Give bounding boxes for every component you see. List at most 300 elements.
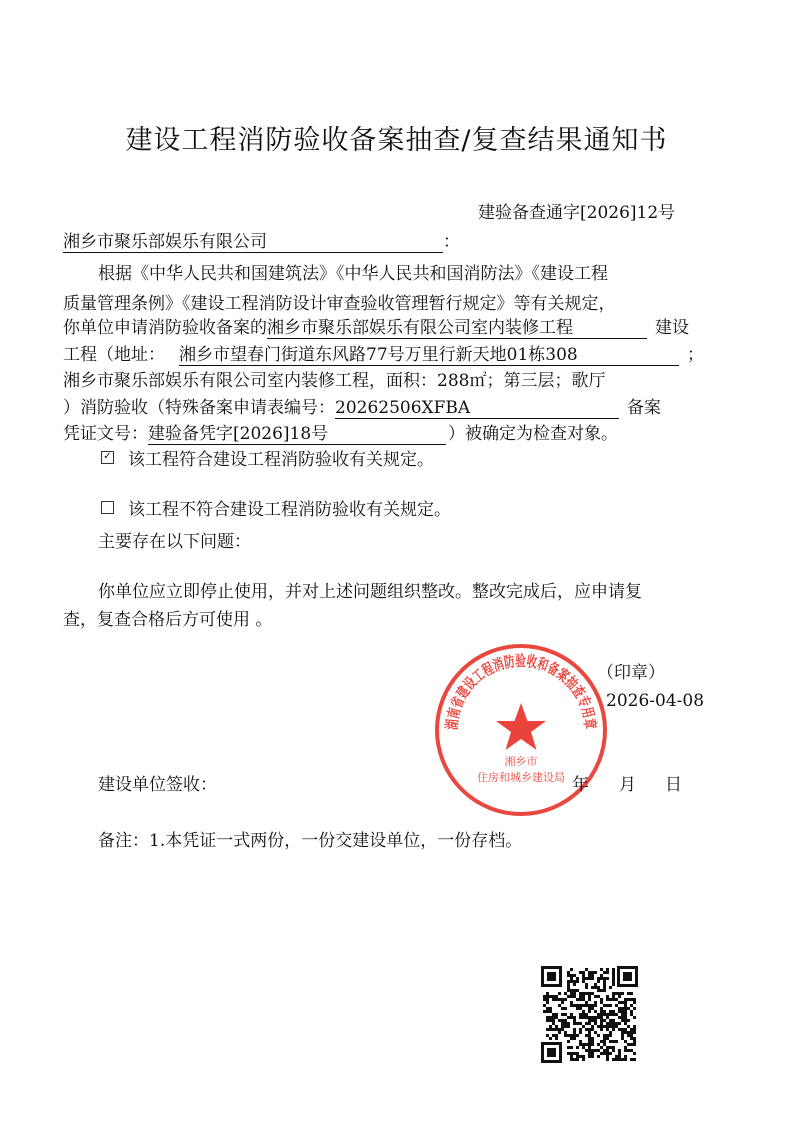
qr-module [552,1022,555,1025]
qr-module [600,974,603,977]
qr-module [609,1034,612,1037]
application-number: 20262506XFBA [335,398,619,419]
qr-module [597,986,600,989]
qr-module [564,998,567,1001]
qr-module [570,968,573,971]
qr-module [585,968,588,971]
qr-module [591,1049,594,1052]
qr-module [549,1010,552,1013]
qr-module [543,1010,546,1013]
qr-module [591,1016,594,1019]
qr-module [603,1049,606,1052]
qr-module [564,1034,567,1037]
qr-module [570,977,573,980]
body-line-6-prefix: ）消防验收（特殊备案申请表编号： [63,398,335,418]
qr-module [612,1049,615,1052]
qr-module [582,974,585,977]
qr-module [570,1037,573,1040]
qr-module [582,1010,585,1013]
body-line-3-prefix: 你单位申请消防验收备案的 [63,318,267,338]
qr-module [555,998,558,1001]
qr-module [630,1031,633,1034]
qr-module [597,1016,600,1019]
qr-finder-top-left [541,966,562,987]
qr-module [609,1022,612,1025]
qr-module [606,1058,609,1061]
comply-checkbox[interactable]: ✓ [101,451,114,464]
qr-module [567,986,570,989]
qr-module [573,983,576,986]
qr-finder-top-right [617,966,638,987]
qr-module [573,1028,576,1031]
qr-module [615,1013,618,1016]
qr-module [546,1028,549,1031]
qr-module [555,995,558,998]
qr-module [558,1031,561,1034]
qr-module [606,1004,609,1007]
qr-finder-bottom-left [541,1042,562,1063]
qr-module [582,992,585,995]
seal-date: 2026-04-08 [606,691,705,711]
qr-module [573,1058,576,1061]
qr-module [600,968,603,971]
qr-module [633,1025,636,1028]
qr-module [576,1034,579,1037]
qr-module [576,998,579,1001]
project-name: 湘乡市聚乐部娱乐有限公司室内装修工程 [267,318,647,339]
qr-module [552,1013,555,1016]
qr-module [633,1028,636,1031]
qr-module [600,1010,603,1013]
qr-module [591,1025,594,1028]
qr-module [603,1040,606,1043]
not-comply-checkbox[interactable] [101,501,114,514]
qr-module [585,986,588,989]
body-line-7-prefix: 凭证文号： [63,424,148,444]
qr-module [594,1016,597,1019]
body-line-6-suffix: 备案 [627,398,661,418]
comply-label: 该工程符合建设工程消防验收有关规定。 [128,450,434,470]
qr-module [549,1028,552,1031]
qr-module [585,1004,588,1007]
qr-module [573,974,576,977]
qr-module [588,998,591,1001]
qr-module [579,1055,582,1058]
qr-module [624,1013,627,1016]
qr-module [594,971,597,974]
qr-module [633,998,636,1001]
qr-module [585,983,588,986]
qr-module [582,998,585,1001]
qr-module [585,1049,588,1052]
qr-module [591,1040,594,1043]
qr-module [549,995,552,998]
qr-module [594,995,597,998]
qr-module [603,971,606,974]
qr-module [552,1034,555,1037]
qr-module [609,986,612,989]
qr-module [564,1025,567,1028]
qr-module [606,1046,609,1049]
qr-module [558,1028,561,1031]
qr-module [606,1025,609,1028]
qr-module [570,1034,573,1037]
qr-module [561,1007,564,1010]
qr-module [576,1022,579,1025]
qr-module [576,977,579,980]
qr-module [597,995,600,998]
qr-module [585,1043,588,1046]
qr-module [567,974,570,977]
qr-module [615,1022,618,1025]
qr-module [612,998,615,1001]
qr-module [579,1016,582,1019]
qr-module [603,986,606,989]
signature-label: 建设单位签收： [98,775,217,795]
qr-module [555,1028,558,1031]
qr-module [612,1040,615,1043]
qr-module [591,1028,594,1031]
qr-module [600,1013,603,1016]
qr-module [606,971,609,974]
qr-module [609,1046,612,1049]
qr-module [612,995,615,998]
qr-module [615,1055,618,1058]
qr-module [567,995,570,998]
qr-module [615,1058,618,1061]
qr-module [621,1001,624,1004]
qr-module [624,1028,627,1031]
qr-module [609,1019,612,1022]
qr-module [567,1052,570,1055]
qr-module [588,1016,591,1019]
qr-module [624,1022,627,1025]
qr-module [564,1031,567,1034]
qr-module [621,1016,624,1019]
qr-module [588,1007,591,1010]
qr-module [543,995,546,998]
qr-module [612,980,615,983]
qr-module [588,1010,591,1013]
qr-module [570,1058,573,1061]
qr-module [606,998,609,1001]
qr-module [603,1043,606,1046]
qr-module [552,1019,555,1022]
qr-module [546,1034,549,1037]
qr-module [624,1010,627,1013]
qr-module [621,992,624,995]
qr-module [588,1052,591,1055]
qr-module [579,1022,582,1025]
qr-module [579,992,582,995]
qr-module [546,998,549,1001]
qr-module [570,1046,573,1049]
qr-module [603,977,606,980]
qr-module [621,1058,624,1061]
qr-module [582,995,585,998]
qr-module [588,1037,591,1040]
qr-module [603,989,606,992]
qr-module [603,1004,606,1007]
instruction-line-1: 你单位应立即停止使用，并对上述问题组织整改。整改完成后，应申请复 [98,582,642,602]
qr-module [546,1007,549,1010]
qr-module [600,998,603,1001]
qr-module [615,1025,618,1028]
addressee-colon: ： [443,232,460,252]
qr-module [594,1031,597,1034]
qr-module [594,1022,597,1025]
qr-module [588,1022,591,1025]
certificate-number: 建验备凭字[2026]18号 [148,424,446,445]
qr-module [606,995,609,998]
seal-bureau: 住房和城乡建设局 [477,771,565,784]
qr-module [630,1049,633,1052]
qr-module [585,992,588,995]
qr-module [624,1046,627,1049]
qr-module [591,1055,594,1058]
qr-module [579,995,582,998]
qr-module [603,1010,606,1013]
qr-module [552,1016,555,1019]
qr-module [615,1004,618,1007]
qr-module [630,1028,633,1031]
qr-module [567,1016,570,1019]
qr-module [603,1013,606,1016]
qr-module [630,1058,633,1061]
qr-module [576,1004,579,1007]
qr-module [564,1019,567,1022]
qr-module [579,1007,582,1010]
qr-module [618,1028,621,1031]
qr-module [600,1046,603,1049]
qr-module [591,1043,594,1046]
qr-module [573,1016,576,1019]
qr-module [597,977,600,980]
qr-module [618,1016,621,1019]
body-line-4-prefix: 工程（地址： [63,345,165,365]
not-comply-label: 该工程不符合建设工程消防验收有关规定。 [128,500,451,520]
qr-module [618,1058,621,1061]
qr-module [600,1052,603,1055]
qr-module [579,1031,582,1034]
qr-module [609,1004,612,1007]
qr-module [591,1004,594,1007]
qr-module [612,974,615,977]
qr-module [630,1037,633,1040]
qr-module [630,1004,633,1007]
problems-label: 主要存在以下问题： [98,532,251,552]
qr-module [603,1019,606,1022]
qr-module [573,1022,576,1025]
qr-module [570,1001,573,1004]
qr-module [609,1025,612,1028]
qr-module [582,977,585,980]
qr-module [561,1028,564,1031]
qr-module [573,1031,576,1034]
qr-module [594,1010,597,1013]
qr-module [594,983,597,986]
qr-module [564,1013,567,1016]
qr-module [582,1055,585,1058]
qr-module [624,1001,627,1004]
qr-module [570,1004,573,1007]
qr-module [573,1037,576,1040]
qr-module [630,1034,633,1037]
qr-module [600,1007,603,1010]
qr-module [606,1052,609,1055]
qr-module [618,1052,621,1055]
document-number: 建验备查通字[2026]12号 [478,203,676,223]
qr-module [600,1025,603,1028]
seal-star-icon [496,703,546,750]
qr-module [567,1022,570,1025]
qr-module [627,998,630,1001]
qr-module [597,980,600,983]
qr-module [621,1028,624,1031]
body-line-4 [63,345,704,366]
body-line-2: 质量管理条例》《建设工程消防设计审查验收管理暂行规定》等有关规定， [63,294,616,314]
qr-module [585,1016,588,1019]
qr-module [600,1028,603,1031]
qr-module [624,998,627,1001]
qr-module [558,992,561,995]
qr-module [633,1043,636,1046]
body-line-7 [63,424,618,445]
qr-module [546,1010,549,1013]
qr-module [597,989,600,992]
qr-module [576,1055,579,1058]
qr-module [588,1040,591,1043]
qr-module [612,971,615,974]
body-line-1: 根据《中华人民共和国建筑法》《中华人民共和国消防法》《建设工程 [98,264,608,284]
qr-module [570,1013,573,1016]
qr-module [588,1004,591,1007]
qr-module [627,992,630,995]
qr-module [570,1052,573,1055]
qr-module [585,1013,588,1016]
seal-label: （印章） [597,663,665,683]
qr-module [618,995,621,998]
qr-module [588,1043,591,1046]
qr-module [603,1025,606,1028]
qr-module [588,971,591,974]
qr-module [567,971,570,974]
qr-module [591,986,594,989]
qr-module [585,1022,588,1025]
qr-module [630,992,633,995]
qr-module [633,1037,636,1040]
qr-module [621,1013,624,1016]
qr-module [582,1016,585,1019]
qr-module [609,1013,612,1016]
qr-module [582,980,585,983]
qr-module [549,1019,552,1022]
qr-module [600,977,603,980]
qr-module [561,1001,564,1004]
qr-module [612,1013,615,1016]
qr-module [588,1019,591,1022]
qr-module [621,1031,624,1034]
qr-module [555,1025,558,1028]
qr-module [579,1028,582,1031]
qr-module [633,1016,636,1019]
qr-module [603,1037,606,1040]
qr-module [573,1052,576,1055]
seal-ring-text-path: 湖南省建设工程消防验收和备案抽查专用章 [442,651,600,735]
qr-module [579,1043,582,1046]
qr-module [594,1001,597,1004]
qr-module [603,980,606,983]
qr-module [567,1034,570,1037]
qr-module [552,1028,555,1031]
qr-module [588,1028,591,1031]
qr-module [603,1034,606,1037]
qr-module [612,992,615,995]
qr-module [615,992,618,995]
body-line-6 [63,398,661,419]
qr-module [579,1013,582,1016]
qr-module [585,1028,588,1031]
qr-module [579,998,582,1001]
qr-module [612,977,615,980]
body-line-3 [63,318,689,339]
qr-module [612,1010,615,1013]
qr-module [573,992,576,995]
instruction-line-2: 查，复查合格后方可使用 。 [63,610,273,630]
qr-module [612,1022,615,1025]
qr-module [585,1034,588,1037]
qr-module [591,971,594,974]
qr-module [609,1052,612,1055]
qr-module [618,1010,621,1013]
qr-module [600,1040,603,1043]
qr-module [606,1028,609,1031]
qr-module [591,977,594,980]
seal-city: 湘乡市 [504,755,538,768]
qr-module [576,1007,579,1010]
project-address: 湘乡市望春门街道东风路77号万里行新天地01栋308 [179,345,679,366]
qr-module [591,1037,594,1040]
qr-module [627,1007,630,1010]
qr-module [576,980,579,983]
qr-module [570,974,573,977]
qr-module [609,998,612,1001]
qr-module [561,1022,564,1025]
qr-module [564,1022,567,1025]
qr-module [567,989,570,992]
qr-module [582,1046,585,1049]
qr-module [567,1025,570,1028]
qr-module [570,989,573,992]
qr-module [561,1025,564,1028]
qr-module [603,1052,606,1055]
signature-month: 月 [619,775,636,795]
qr-module [609,1040,612,1043]
qr-module [546,995,549,998]
qr-module [588,995,591,998]
qr-module [570,992,573,995]
qr-module [624,1016,627,1019]
qr-module [591,1007,594,1010]
qr-module [627,1043,630,1046]
qr-module [594,986,597,989]
qr-module [543,998,546,1001]
qr-module [618,1055,621,1058]
qr-module [555,1034,558,1037]
qr-module [600,1001,603,1004]
qr-module [558,998,561,1001]
qr-module [561,1013,564,1016]
